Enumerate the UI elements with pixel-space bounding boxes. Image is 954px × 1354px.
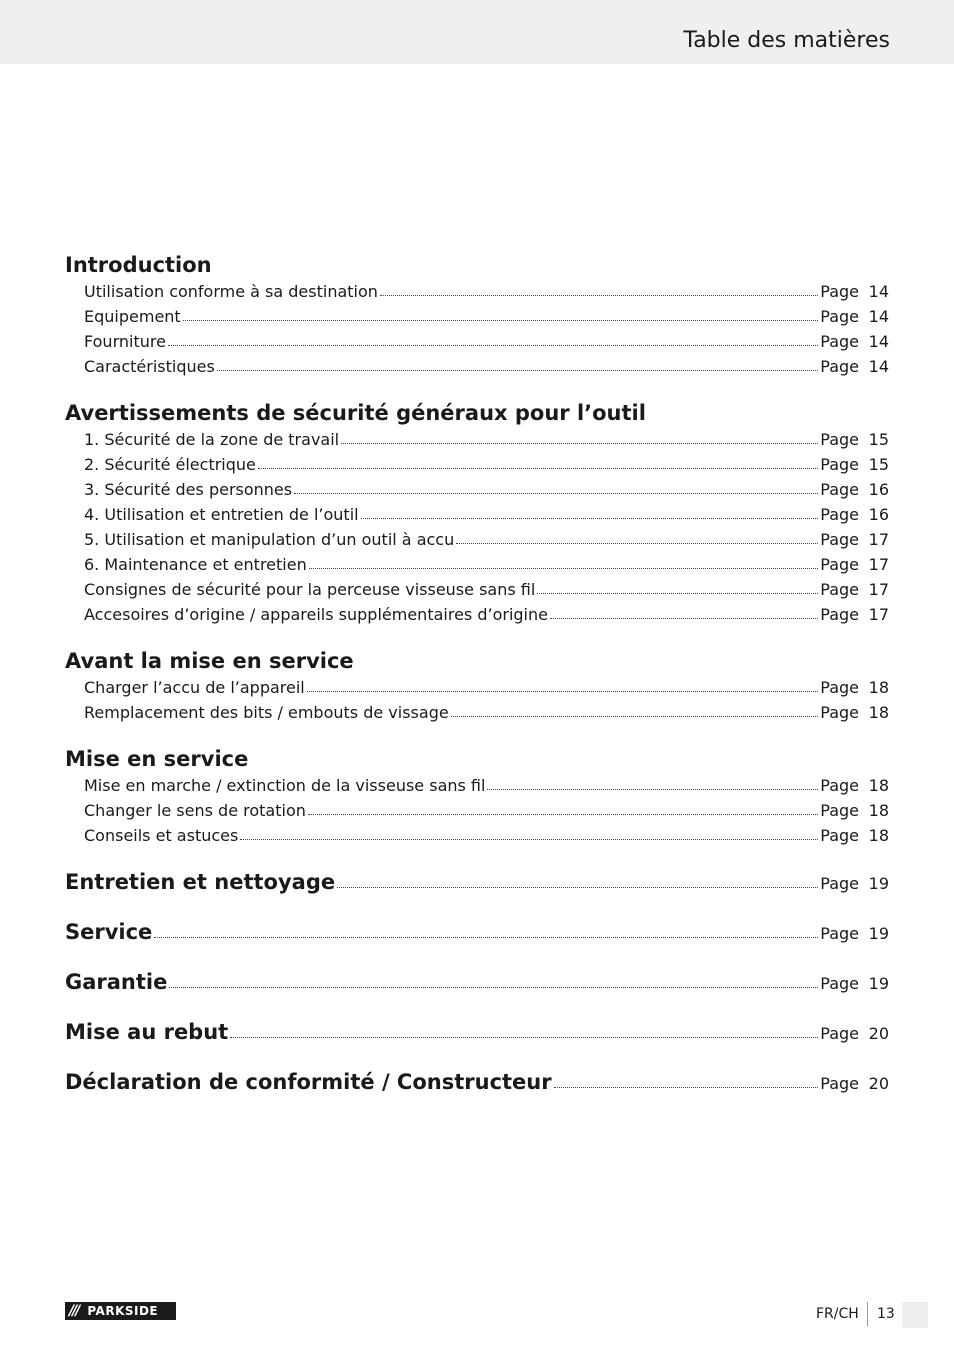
section-title: Introduction [65, 253, 212, 277]
logo-text: PARKSIDE [87, 1304, 159, 1318]
toc-entry[interactable] [65, 527, 889, 552]
page-number-ref: 14 [868, 282, 889, 301]
toc-entry[interactable] [65, 279, 889, 304]
dot-leader [217, 366, 818, 371]
page-number-ref: 14 [868, 332, 889, 351]
toc-entry-page [820, 304, 889, 329]
toc-section-entry[interactable] [65, 918, 889, 946]
toc-entry-label: Mise en marche / extinction de la visseuse sans fil [84, 776, 486, 795]
toc-entry-page [820, 279, 889, 304]
toc-entry-page [820, 502, 889, 527]
page-word: Page [820, 801, 859, 820]
toc-section-entry[interactable] [65, 868, 889, 896]
footer-tab [902, 1302, 928, 1328]
toc-section-label: Service [65, 920, 153, 944]
page-number-ref: 14 [868, 307, 889, 326]
page-word: Page [820, 430, 859, 449]
dot-leader [309, 564, 819, 569]
dot-leader [337, 883, 818, 888]
dot-leader [183, 316, 819, 321]
page-title: Table des matières [683, 28, 890, 53]
toc-entry-label: 3. Sécurité des personnes [84, 480, 293, 499]
toc-entry-page [820, 1070, 889, 1098]
page-number-ref: 16 [868, 480, 889, 499]
page-number-ref: 18 [868, 703, 889, 722]
section-entries [65, 279, 889, 379]
toc-entry[interactable] [65, 354, 889, 379]
toc-entry[interactable] [65, 675, 889, 700]
toc-entry-page [820, 1020, 889, 1048]
page-word: Page [820, 530, 859, 549]
section-entries [65, 675, 889, 725]
toc-entry-page [820, 773, 889, 798]
toc-entry-label: Fourniture [84, 332, 166, 351]
page-word: Page [820, 703, 859, 722]
page-number-ref: 16 [868, 505, 889, 524]
page-number-ref: 17 [868, 555, 889, 574]
page-number-ref: 20 [868, 1074, 889, 1093]
toc-entry[interactable] [65, 552, 889, 577]
toc-entry-page [820, 427, 889, 452]
toc-entry-page [820, 477, 889, 502]
page-word: Page [820, 776, 859, 795]
page-word: Page [820, 1024, 859, 1043]
toc-entry[interactable] [65, 304, 889, 329]
page-word: Page [820, 282, 859, 301]
language-code: FR/CH [816, 1306, 859, 1322]
dot-leader [456, 539, 818, 544]
page-number-ref: 15 [868, 455, 889, 474]
page-word: Page [820, 874, 859, 893]
toc-entry[interactable] [65, 427, 889, 452]
page-number-ref: 20 [868, 1024, 889, 1043]
page-word: Page [820, 480, 859, 499]
toc-entry-page [820, 329, 889, 354]
page-number-ref: 18 [868, 826, 889, 845]
dot-leader [230, 1033, 818, 1038]
page-word: Page [820, 1074, 859, 1093]
toc-entry-page [820, 970, 889, 998]
toc-entry-page [820, 798, 889, 823]
toc-entry[interactable] [65, 798, 889, 823]
page-word: Page [820, 924, 859, 943]
toc-entry-page [820, 552, 889, 577]
toc-entry[interactable] [65, 773, 889, 798]
page-number-ref: 17 [868, 605, 889, 624]
page-number: 13 [877, 1306, 895, 1322]
toc-entry-label: Changer le sens de rotation [84, 801, 306, 820]
dot-leader [307, 687, 819, 692]
page-word: Page [820, 678, 859, 697]
toc-entry[interactable] [65, 329, 889, 354]
page-number-ref: 17 [868, 530, 889, 549]
toc-entry-label: Equipement [84, 307, 181, 326]
toc-entry-page [820, 823, 889, 848]
toc-entry[interactable] [65, 700, 889, 725]
toc-entry-page [820, 602, 889, 627]
page-word: Page [820, 605, 859, 624]
toc-entry-page [820, 577, 889, 602]
page-word: Page [820, 332, 859, 351]
page-word: Page [820, 357, 859, 376]
toc-entry-label: 4. Utilisation et entretien de l’outil [84, 505, 359, 524]
toc-section-label: Mise au rebut [65, 1020, 229, 1044]
dot-leader [169, 983, 818, 988]
toc-entry-label: 5. Utilisation et manipulation d’un outil à accu [84, 530, 455, 549]
toc-entry-label: Remplacement des bits / embouts de vissage [84, 703, 449, 722]
toc-entry-label: Conseils et astuces [84, 826, 239, 845]
page-number-ref: 19 [868, 924, 889, 943]
toc-section-entry[interactable] [65, 968, 889, 996]
toc-entry[interactable] [65, 452, 889, 477]
section-entries [65, 773, 889, 848]
dot-leader [380, 291, 818, 296]
dot-leader [308, 810, 818, 815]
toc-entry-label: Utilisation conforme à sa destination [84, 282, 378, 301]
toc-entry[interactable] [65, 577, 889, 602]
page-number-ref: 18 [868, 776, 889, 795]
section-title: Mise en service [65, 747, 249, 771]
page-number-ref: 14 [868, 357, 889, 376]
page-number-ref: 18 [868, 801, 889, 820]
toc-entry[interactable] [65, 502, 889, 527]
toc-section-entry[interactable] [65, 1068, 889, 1096]
toc-entry-page [820, 354, 889, 379]
toc-section-entry[interactable] [65, 1018, 889, 1046]
page-number-ref: 17 [868, 580, 889, 599]
page-number-ref: 19 [868, 874, 889, 893]
toc-entry-page [820, 527, 889, 552]
toc-entry-label: Consignes de sécurité pour la perceuse visseuse sans fil [84, 580, 536, 599]
dot-leader [554, 1083, 819, 1088]
dot-leader [168, 341, 818, 346]
page-number-ref: 15 [868, 430, 889, 449]
toc-section-label: Entretien et nettoyage [65, 870, 336, 894]
page-number-ref: 19 [868, 974, 889, 993]
toc-entry[interactable] [65, 823, 889, 848]
footer-divider [867, 1302, 868, 1326]
toc-entry-page [820, 675, 889, 700]
page-word: Page [820, 826, 859, 845]
toc-entry-label: 2. Sécurité électrique [84, 455, 256, 474]
toc-entry-label: Charger l’accu de l’appareil [84, 678, 305, 697]
toc-entry-page [820, 920, 889, 948]
toc-section-label: Garantie [65, 970, 168, 994]
table-of-contents [65, 251, 889, 1118]
dot-leader [341, 439, 818, 444]
dot-leader [487, 785, 818, 790]
page-word: Page [820, 455, 859, 474]
parkside-logo [65, 1302, 176, 1320]
page-word: Page [820, 580, 859, 599]
logo-slashes: /// [69, 1303, 79, 1319]
toc-entry-page [820, 870, 889, 898]
toc-entry[interactable] [65, 602, 889, 627]
toc-entry-page [820, 452, 889, 477]
toc-entry-page [820, 700, 889, 725]
toc-entry-label: Accesoires d’origine / appareils supplémentaires d’origine [84, 605, 548, 624]
toc-entry-label: 6. Maintenance et entretien [84, 555, 307, 574]
dot-leader [451, 712, 819, 717]
toc-entry-label: 1. Sécurité de la zone de travail [84, 430, 340, 449]
page-word: Page [820, 974, 859, 993]
dot-leader [258, 464, 818, 469]
toc-entry-label: Caractéristiques [84, 357, 215, 376]
section-entries [65, 427, 889, 627]
section-title: Avant la mise en service [65, 649, 354, 673]
dot-leader [550, 614, 818, 619]
dot-leader [240, 835, 818, 840]
toc-section-label: Déclaration de conformité / Constructeur [65, 1070, 552, 1094]
dot-leader [154, 933, 818, 938]
dot-leader [294, 489, 818, 494]
toc-entry[interactable] [65, 477, 889, 502]
page-word: Page [820, 555, 859, 574]
section-title: Avertissements de sécurité généraux pour l’outil [65, 401, 646, 425]
page-word: Page [820, 307, 859, 326]
page-word: Page [820, 505, 859, 524]
dot-leader [361, 514, 819, 519]
dot-leader [537, 589, 818, 594]
page-number-ref: 18 [868, 678, 889, 697]
